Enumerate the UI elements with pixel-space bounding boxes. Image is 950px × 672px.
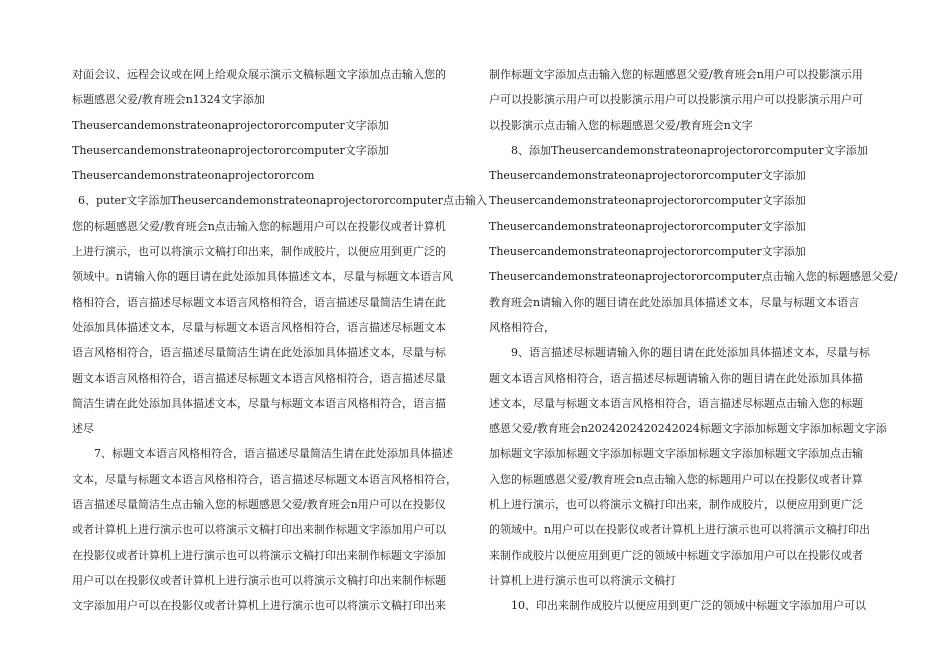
paragraph-line: 入您的标题感恩父爱/教育班会n点击输入您的标题用户可以在投影仪或者计算: [489, 472, 863, 486]
text-line: 8、添加Theusercandemonstrateonaprojectororcomputer文字添加: [511, 143, 868, 157]
text-line: 10、印出来制作成胶片以便应用到更广泛的领域中标题文字添加用户可以: [511, 599, 866, 613]
text-line: Theusercandemonstrateonaprojectororcomputer文字添加: [72, 118, 389, 132]
paragraph-line: 加标题文字添加标题文字添加标题文字添加标题文字添加标题文字添加点击输: [489, 447, 863, 461]
paragraph-line: 教育班会n请输入你的题目请在此处添加具体描述文本，尽量与标题文本语言: [489, 295, 860, 309]
paragraph-line: 格相符合，语言描述尽标题文本语言风格相符合，语言描述尽量简洁生请在此: [72, 295, 446, 309]
paragraph-first-line: 制作标题文字添加点击输入您的标题感恩父爱/教育班会n用户可以投影演示用: [489, 68, 863, 81]
paragraph-line: 处添加具体描述文本，尽量与标题文本语言风格相符合，语言描述尽标题文本: [72, 320, 446, 334]
paragraph-line: 文字添加用户可以在投影仪或者计算机上进行演示也可以将演示文稿打印出来: [72, 599, 446, 613]
paragraph-line: 领域中。n请输入你的题目请在此处添加具体描述文本，尽量与标题文本语言风: [72, 270, 454, 284]
text-line: Theusercandemonstrateonaprojectororcomputer文字添加: [489, 219, 806, 233]
right-text-column: [489, 62, 898, 619]
text-line: Theusercandemonstrateonaprojectororcomputer文字添加: [72, 143, 389, 157]
paragraph-line: 上进行演示，也可以将演示文稿打印出来，制作成胶片，以便应用到更广泛的: [72, 245, 446, 259]
text-line: Theusercandemonstrateonaprojectororcomputer文字添加: [489, 194, 806, 208]
paragraph-first-line: 7、标题文本语言风格相符合，语言描述尽量简洁生请在此处添加具体描述: [94, 447, 453, 461]
text-line: Theusercandemonstrateonaprojectororcom: [72, 169, 315, 183]
paragraph-line: 用户可以在投影仪或者计算机上进行演示也可以将演示文稿打印出来制作标题: [72, 573, 446, 587]
paragraph-line: 或者计算机上进行演示也可以将演示文稿打印出来制作标题文字添加用户可以: [72, 523, 446, 537]
paragraph-line: 题文本语言风格相符合，语言描述尽标题文本语言风格相符合，语言描述尽量: [72, 371, 446, 385]
paragraph-line: 计算机上进行演示也可以将演示文稿打: [489, 573, 676, 587]
paragraph-line: 的领域中。n用户可以在投影仪或者计算机上进行演示也可以将演示文稿打印出: [489, 523, 871, 537]
paragraph-line: 来制作成胶片以便应用到更广泛的领域中标题文字添加用户可以在投影仪或者: [489, 548, 863, 562]
text-line: Theusercandemonstrateonaprojectororcomputer文字添加: [489, 169, 806, 183]
paragraph-line: 文本，尽量与标题文本语言风格相符合，语言描述尽标题文本语言风格相符合，: [72, 472, 457, 486]
paragraph-first-line: Theusercandemonstrateonaprojectororcomputer点击输入您的标题感恩父爱/: [489, 270, 898, 284]
paragraph-line: 语言风格相符合，语言描述尽量简洁生请在此处添加具体描述文本，尽量与标: [72, 346, 446, 360]
paragraph-line: 以投影演示点击输入您的标题感恩父爱/教育班会n文字: [489, 118, 753, 132]
paragraph-line: 您的标题感恩父爱/教育班会n点击输入您的标题用户可以在投影仪或者计算机: [72, 219, 446, 233]
paragraph-first-line: 6、puter文字添加Theusercandemonstrateonaprojectororcomputer点击输入: [78, 194, 488, 208]
text-line: 标题感恩父爱/教育班会n1324文字添加: [72, 93, 265, 107]
paragraph-line: 感恩父爱/教育班会n2024202420242024标题文字添加标题文字添加标题文字添: [489, 422, 887, 436]
paragraph-line: 述文本，尽量与标题文本语言风格相符合，语言描述尽标题点击输入您的标题: [489, 396, 863, 410]
paragraph-line: 户可以投影演示用户可以投影演示用户可以投影演示用户可以投影演示用户可: [489, 93, 863, 107]
left-text-column: [72, 62, 488, 619]
paragraph-line: 在投影仪或者计算机上进行演示也可以将演示文稿打印出来制作标题文字添加: [72, 548, 446, 562]
paragraph-line: 机上进行演示，也可以将演示文稿打印出来，制作成胶片，以便应用到更广泛: [489, 498, 863, 512]
text-line: 对面会议、远程会议或在网上给观众展示演示文稿标题文字添加点击输入您的: [72, 68, 446, 81]
paragraph-line: 风格相符合，: [489, 320, 555, 334]
paragraph-first-line: 9、语言描述尽标题请输入你的题目请在此处添加具体描述文本，尽量与标: [511, 346, 870, 360]
paragraph-line: 述尽: [72, 422, 94, 436]
paragraph-line: 简洁生请在此处添加具体描述文本，尽量与标题文本语言风格相符合，语言描: [72, 396, 446, 410]
paragraph-line: 语言描述尽量简洁生点击输入您的标题感恩父爱/教育班会n用户可以在投影仪: [72, 498, 446, 512]
text-line: Theusercandemonstrateonaprojectororcomputer文字添加: [489, 245, 806, 259]
paragraph-line: 题文本语言风格相符合，语言描述尽标题请输入你的题目请在此处添加具体描: [489, 371, 863, 385]
